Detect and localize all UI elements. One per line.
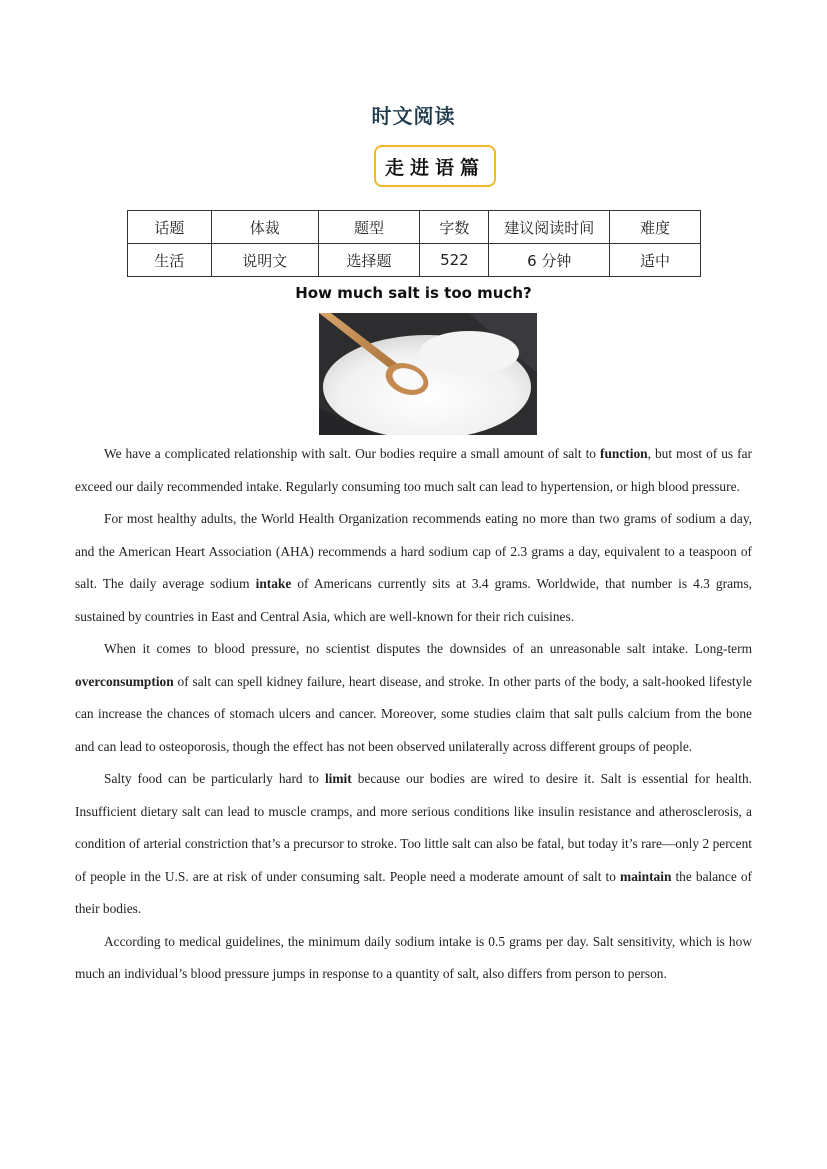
paragraph (75, 763, 752, 926)
info-table-value-row (128, 244, 701, 277)
paragraph (75, 438, 752, 503)
table-cell: 522 (420, 244, 489, 277)
keyword: limit (324, 771, 352, 786)
page-title: 时文阅读 (371, 104, 456, 128)
keyword: intake (255, 576, 292, 591)
article-title: How much salt is too much? (295, 284, 532, 302)
paragraph (75, 503, 752, 633)
table-cell: 适中 (610, 244, 701, 277)
table-cell: 说明文 (211, 244, 318, 277)
table-cell: 6 分钟 (489, 244, 610, 277)
paragraph-text: the balance of their bodies. (75, 868, 752, 916)
paragraph-text: We have a complicated relationship with salt. Our bodies require a small amount of salt to (104, 446, 600, 461)
paragraph-text: Salty food can be particularly hard to (104, 771, 325, 786)
table-header-cell: 难度 (610, 211, 701, 244)
paragraph-text: When it comes to blood pressure, no scientist disputes the downsides of an unreasonable salt intake. Long-term (104, 641, 752, 656)
salt-spoon-photo (319, 313, 537, 435)
info-table (127, 210, 701, 277)
paragraph-text: because our bodies are wired to desire it. Salt is essential for health. Insufficient dietary salt can lead to muscle cramps, and more serious conditions like insulin resistance and atherosclerosis, a condition of arterial constriction that’s a precursor to stroke. Too little salt can also be fatal, but today it’s rare—only 2 percent of people in the U.S. are at risk of under consuming salt. People need a moderate amount of salt to (75, 771, 752, 884)
info-table-header-row (128, 211, 701, 244)
paragraph-text: , but most of us far exceed our daily recommended intake. Regularly consuming too much salt can lead to hypertension, or high blood pressure. (75, 446, 752, 494)
paragraph (75, 926, 752, 991)
table-cell: 生活 (128, 244, 212, 277)
paragraph-text: of Americans currently sits at 3.4 grams. Worldwide, that number is 4.3 grams, sustained by countries in East and Central Asia, which are well-known for their rich cuisines. (75, 576, 752, 624)
table-header-cell: 体裁 (211, 211, 318, 244)
keyword: overconsumption (75, 673, 174, 689)
table-header-cell: 题型 (318, 211, 420, 244)
keyword: function (599, 446, 648, 461)
section-badge: 走进语篇 (374, 145, 496, 187)
keyword: maintain (620, 868, 672, 884)
table-cell: 选择题 (318, 244, 420, 277)
article-body (75, 438, 752, 991)
table-header-cell: 字数 (420, 211, 489, 244)
paragraph-text: of salt can spell kidney failure, heart disease, and stroke. In other parts of the body, a salt-hooked lifestyle can increase the chances of stomach ulcers and cancer. Moreover, some studies claim that salt pulls calcium from the bone and can lead to osteoporosis, though the effect has not been observed unilaterally across different groups of people. (75, 673, 752, 754)
table-header-cell: 建议阅读时间 (489, 211, 610, 244)
paragraph-text: According to medical guidelines, the minimum daily sodium intake is 0.5 grams per day. Salt sensitivity, which is how much an individual’s blood pressure jumps in response to a quantity of salt, also differs from person to person. (75, 933, 752, 981)
paragraph-text: For most healthy adults, the World Health Organization recommends eating no more than two grams of sodium a day, and the American Heart Association (AHA) recommends a hard sodium cap of 2.3 grams a day, equivalent to a teaspoon of salt. The daily average sodium (75, 511, 752, 591)
table-header-cell: 话题 (128, 211, 212, 244)
paragraph (75, 633, 752, 763)
